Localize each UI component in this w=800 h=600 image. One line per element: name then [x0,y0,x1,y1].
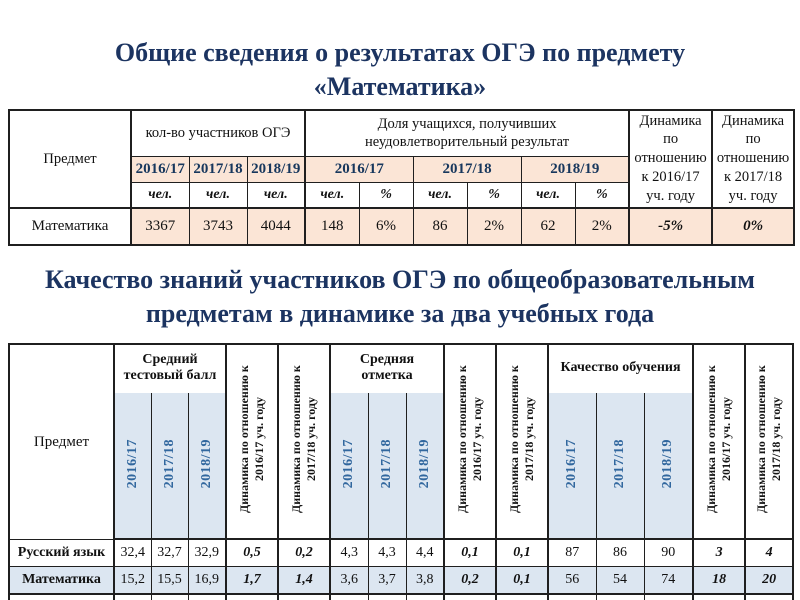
t2-year-label: 2018/19 [198,438,214,489]
t1-participants-header: кол-во участников ОГЭ [131,110,305,157]
t2-avg-mark-dyn1: 0,2 [444,567,496,595]
t2-row-mathematics [9,567,793,595]
t1-unit-percent: % [467,183,521,208]
t1-dyn-2017-value: 0% [712,208,794,245]
t2-avg-mark-dyn1: 0,1 [444,539,496,567]
t1-unit-people: чел. [189,183,247,208]
t1-year-header: 2018/19 [247,157,305,183]
t2-subject-cell: Русский язык [9,539,114,567]
t2-group-avg-score: Средний тестовый балл [114,344,226,392]
t2-quality-2018: 74 [644,567,693,595]
t1-unit-people: чел. [521,183,575,208]
t2-year-header [330,392,368,539]
t2-subject-header: Предмет [9,344,114,539]
t2-avg-score-dyn1: 0,5 [226,539,278,567]
t2-quality-dyn2: 20 [745,567,793,595]
t2-subject-cell: Математика [9,567,114,595]
t2-year-header [188,392,226,539]
t1-unit-people: чел. [247,183,305,208]
t2-avg-score-dyn1: 1,7 [226,567,278,595]
t2-avg-score-2018: 16,9 [188,567,226,595]
t2-row-clipped [9,594,793,600]
t2-dyn-2017-header [496,344,548,539]
t1-year-header: 2018/19 [521,157,629,183]
t2-quality-dyn1: 18 [693,567,745,595]
t2-group-avg-mark: Средняя отметка [330,344,444,392]
t1-unsat-people-2016: 148 [305,208,359,245]
t1-unit-percent: % [575,183,629,208]
t2-year-header [644,392,693,539]
t2-row-russian [9,539,793,567]
t2-avg-score-dyn2: 1,4 [278,567,330,595]
t2-group-quality: Качество обучения [548,344,693,392]
t2-year-label: 2016/17 [341,438,357,489]
t2-dyn-2017-label: Динамика по отношению к 2017/18 уч. году [754,365,784,514]
t2-year-label: 2018/19 [660,438,676,489]
t1-dyn-2017-header: Динамика по отношению к 2017/18 уч. году [712,110,794,208]
t2-header-row-years [9,392,793,539]
t1-header-row-groups [9,110,794,157]
t2-avg-mark-2017: 3,7 [368,567,406,595]
t1-unit-people: чел. [131,183,189,208]
t2-year-header [114,392,151,539]
page-title-2: Качество знаний участников ОГЭ по общеобразовательным предметам в динамике за два учебных года [45,264,755,329]
t2-year-label: 2016/17 [564,438,580,489]
t2-avg-mark-2018: 4,4 [406,539,444,567]
t2-year-header [151,392,188,539]
t1-unsat-percent-2017: 2% [467,208,521,245]
t1-year-header: 2016/17 [305,157,413,183]
t1-unit-people: чел. [413,183,467,208]
t2-header-row-groups [9,344,793,392]
t1-year-header: 2016/17 [131,157,189,183]
t2-avg-score-2017: 32,7 [151,539,188,567]
t2-avg-mark-dyn2: 0,1 [496,567,548,595]
t2-dyn-2016-label: Динамика по отношению к 2016/17 уч. году [237,365,267,514]
t2-avg-score-dyn2: 0,2 [278,539,330,567]
t2-avg-score-2016: 15,2 [114,567,151,595]
t2-dyn-2016-header [444,344,496,539]
t2-avg-score-2016: 32,4 [114,539,151,567]
t2-avg-mark-2018: 3,8 [406,567,444,595]
t2-quality-dyn1: 3 [693,539,745,567]
t2-avg-mark-2016: 3,6 [330,567,368,595]
t2-dyn-2016-label: Динамика по отношению к 2016/17 уч. году [704,365,734,514]
t2-year-label: 2017/18 [612,438,628,489]
t2-avg-mark-2017: 4,3 [368,539,406,567]
t1-unsat-header: Доля учащихся, получивших неудовлетворительный результат [305,110,629,157]
t2-year-label: 2017/18 [379,438,395,489]
t2-quality-2017: 86 [596,539,644,567]
t2-quality-2018: 90 [644,539,693,567]
t1-unsat-people-2018: 62 [521,208,575,245]
oge-results-table [8,109,795,246]
t1-subject-header: Предмет [9,110,131,208]
t1-year-header: 2017/18 [413,157,521,183]
t2-year-header [548,392,596,539]
t2-year-label: 2017/18 [161,438,177,489]
t2-year-header [406,392,444,539]
t2-year-header [596,392,644,539]
t2-quality-2016: 56 [548,567,596,595]
t1-participants-2018: 4044 [247,208,305,245]
t2-dyn-2017-header [278,344,330,539]
t1-unsat-people-2017: 86 [413,208,467,245]
t1-unsat-percent-2016: 6% [359,208,413,245]
t2-year-label: 2018/19 [416,438,432,489]
t2-avg-mark-dyn2: 0,1 [496,539,548,567]
t2-dyn-2017-header [745,344,793,539]
t1-subject-cell: Математика [9,208,131,245]
t2-dyn-2016-header [693,344,745,539]
t1-unsat-percent-2018: 2% [575,208,629,245]
t1-dyn-2016-value: -5% [629,208,712,245]
t2-dyn-2016-header [226,344,278,539]
t1-unit-percent: % [359,183,413,208]
t2-quality-2017: 54 [596,567,644,595]
t2-dyn-2017-label: Динамика по отношению к 2017/18 уч. году [289,365,319,514]
t1-participants-2017: 3743 [189,208,247,245]
page-title-1: Общие сведения о результатах ОГЭ по предмету «Математика» [114,38,686,102]
t1-dyn-2016-header: Динамика по отношению к 2016/17 уч. году [629,110,712,208]
t1-participants-2016: 3367 [131,208,189,245]
t2-year-label: 2016/17 [124,438,140,489]
t2-avg-score-2018: 32,9 [188,539,226,567]
t2-dyn-2016-label: Динамика по отношению к 2016/17 уч. году [455,365,485,514]
t2-avg-mark-2016: 4,3 [330,539,368,567]
t2-quality-dyn2: 4 [745,539,793,567]
t2-dyn-2017-label: Динамика по отношению к 2017/18 уч. году [507,365,537,514]
t2-year-header [368,392,406,539]
t1-data-row-mathematics [9,208,794,245]
t2-avg-score-2017: 15,5 [151,567,188,595]
quality-dynamics-table [8,343,794,600]
t1-unit-people: чел. [305,183,359,208]
t2-quality-2016: 87 [548,539,596,567]
t1-year-header: 2017/18 [189,157,247,183]
